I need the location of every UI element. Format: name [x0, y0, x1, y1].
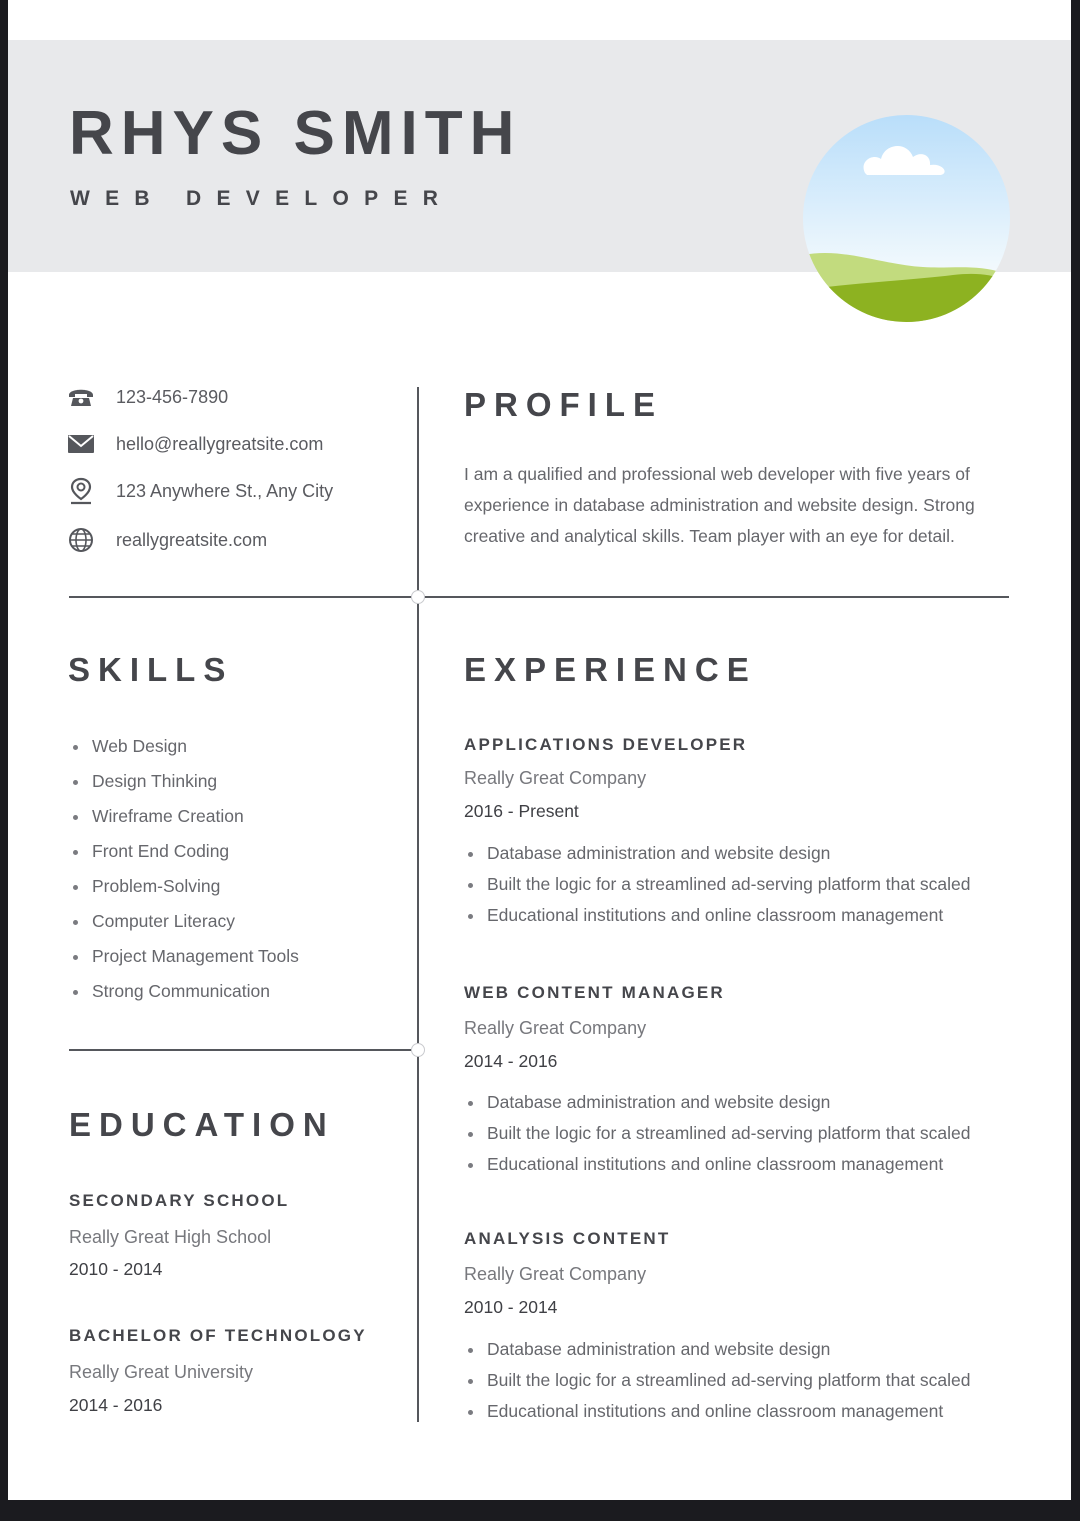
skill-item: Strong Communication — [92, 974, 299, 1009]
section-divider-left — [69, 1049, 417, 1051]
skill-item: Wireframe Creation — [92, 799, 299, 834]
phone-number: 123-456-7890 — [116, 386, 229, 407]
duty-item: Built the logic for a streamlined ad-serving platform that scaled — [487, 1365, 970, 1396]
experience-company: Really Great Company — [464, 1264, 647, 1284]
duty-item: Educational institutions and online classroom management — [487, 900, 970, 931]
experience-dates: 2016 - Present — [464, 801, 579, 821]
education-school: Really Great University — [69, 1362, 254, 1382]
skill-item: Web Design — [92, 729, 299, 764]
skill-item: Computer Literacy — [92, 904, 299, 939]
experience-role: ANALYSIS CONTENT — [464, 1229, 671, 1248]
website-url: reallygreatsite.com — [116, 529, 268, 550]
profile-photo — [803, 115, 1010, 322]
experience-company: Really Great Company — [464, 768, 647, 788]
divider-node — [411, 1043, 425, 1057]
section-divider-top — [69, 596, 1009, 598]
education-degree: SECONDARY SCHOOL — [69, 1191, 290, 1210]
education-heading: EDUCATION — [69, 1106, 335, 1143]
experience-company: Really Great Company — [464, 1018, 647, 1038]
contact-address — [66, 476, 333, 506]
email-address: hello@reallygreatsite.com — [116, 433, 324, 454]
street-address: 123 Anywhere St., Any City — [116, 480, 334, 501]
experience-role: WEB CONTENT MANAGER — [464, 983, 725, 1002]
experience-duties — [487, 1334, 970, 1427]
mail-icon — [66, 429, 96, 459]
skill-item: Design Thinking — [92, 764, 299, 799]
candidate-name: RHYS SMITH — [69, 99, 522, 168]
job-title: WEB DEVELOPER — [70, 187, 454, 210]
location-pin-icon — [66, 476, 96, 506]
education-school: Really Great High School — [69, 1227, 272, 1247]
skills-list — [92, 729, 299, 1009]
experience-role: APPLICATIONS DEVELOPER — [464, 735, 748, 754]
column-divider — [417, 387, 419, 1422]
phone-icon — [66, 382, 96, 412]
duty-item: Built the logic for a streamlined ad-serving platform that scaled — [487, 869, 970, 900]
contact-website — [66, 525, 267, 555]
profile-heading: PROFILE — [464, 386, 664, 423]
skill-item: Project Management Tools — [92, 939, 299, 974]
duty-item: Built the logic for a streamlined ad-serving platform that scaled — [487, 1118, 970, 1149]
education-degree: BACHELOR OF TECHNOLOGY — [69, 1326, 367, 1345]
skill-item: Front End Coding — [92, 834, 299, 869]
skills-heading: SKILLS — [68, 651, 234, 688]
contact-email — [66, 429, 323, 459]
experience-heading: EXPERIENCE — [464, 651, 757, 688]
experience-dates: 2014 - 2016 — [464, 1051, 558, 1071]
duty-item: Database administration and website design — [487, 838, 970, 869]
skill-item: Problem-Solving — [92, 869, 299, 904]
education-dates: 2010 - 2014 — [69, 1259, 163, 1279]
duty-item: Database administration and website design — [487, 1087, 970, 1118]
experience-duties — [487, 838, 970, 931]
duty-item: Educational institutions and online classroom management — [487, 1396, 970, 1427]
divider-node — [411, 590, 425, 604]
experience-dates: 2010 - 2014 — [464, 1297, 558, 1317]
duty-item: Educational institutions and online classroom management — [487, 1149, 970, 1180]
globe-icon — [66, 525, 96, 555]
experience-duties — [487, 1087, 970, 1180]
profile-summary: I am a qualified and professional web developer with five years of experience in database administration and website design. Strong creative and analytical skills. Team player with an eye for detail. — [464, 464, 975, 546]
education-dates: 2014 - 2016 — [69, 1395, 163, 1415]
contact-phone — [66, 382, 228, 412]
duty-item: Database administration and website design — [487, 1334, 970, 1365]
resume-page — [8, 0, 1071, 1500]
